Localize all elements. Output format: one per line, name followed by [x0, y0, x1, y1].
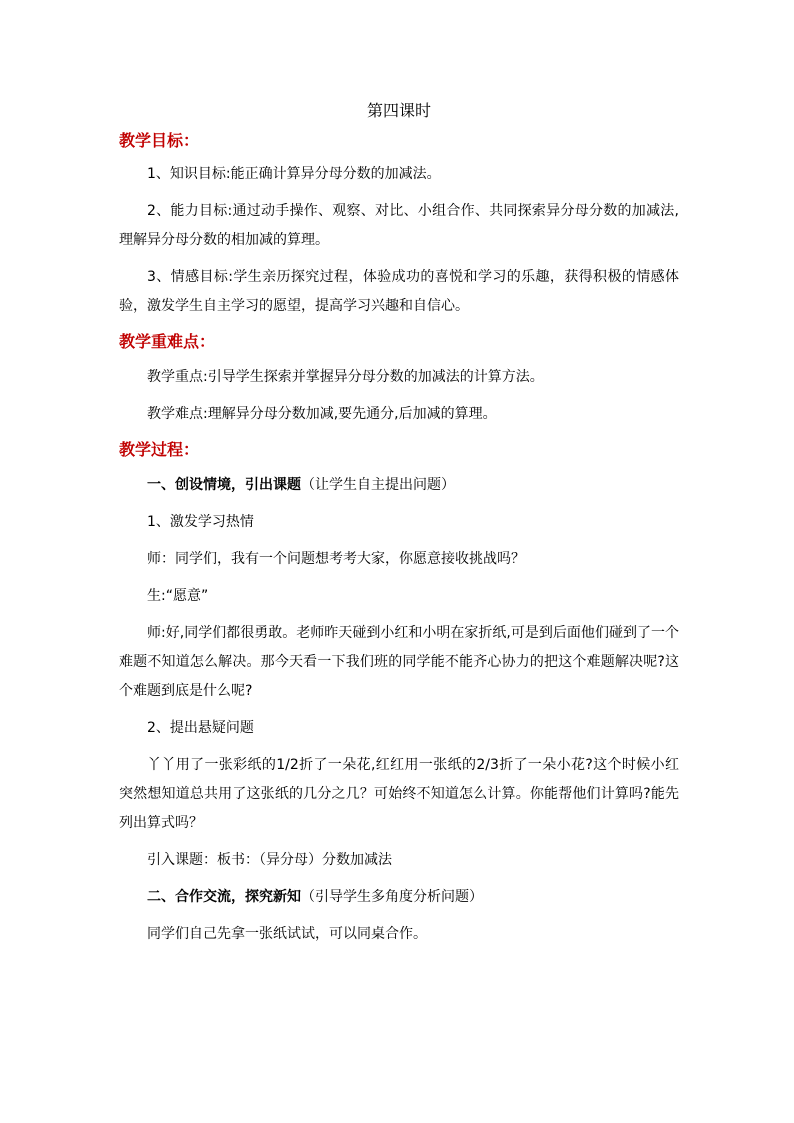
- process-item-3: 生:“愿意”: [147, 588, 209, 604]
- objectives-heading: 教学目标：: [119, 131, 200, 150]
- difficult-point: 教学难点:理解异分母分数加减,要先通分,后加减的算理。: [147, 406, 497, 422]
- process-item-4: 师:好,同学们都很勇敢。老师昨天碰到小红和小明在家折纸,可是到后面他们碰到了一个难题不知道怎么解决。那今天看一下我们班的同学能不能齐心协力的把这个难题解决呢?这个难题到底是什么呢?: [119, 625, 679, 699]
- document-page: [119, 98, 679, 957]
- process-item-6: 丫丫用了一张彩纸的1/2折了一朵花,红红用一张纸的2/3折了一朵小花?这个时候小红突然想知道总共用了这张纸的几分之几？可始终不知道怎么计算。你能帮他们计算吗?能先列出算式吗？: [119, 757, 679, 831]
- objective-emotion: 3、情感目标:学生亲历探究过程，体验成功的喜悦和学习的乐趣，获得积极的情感体验，激发学生自主学习的愿望，提高学习兴趣和自信心。: [119, 269, 679, 314]
- process-item-8: 同学们自己先拿一张纸试试，可以同桌合作。: [147, 926, 427, 942]
- process-item-7: 引入课题：板书：（异分母）分数加减法: [147, 852, 392, 868]
- process-part2-note: （引导学生多角度分析问题）: [301, 889, 483, 905]
- objective-ability: 2、能力目标:通过动手操作、观察、对比、小组合作、共同探索异分母分数的加减法,理解异分母分数的相加减的算理。: [119, 203, 679, 248]
- key-point: 教学重点:引导学生探索并掌握异分母分数的加减法的计算方法。: [147, 369, 544, 385]
- process-item-1: 1、激发学习热情: [147, 514, 254, 530]
- page-title: 第四课时: [366, 101, 431, 120]
- objective-knowledge: 1、知识目标:能正确计算异分母分数的加减法。: [147, 166, 441, 182]
- process-part2-heading: [119, 883, 679, 912]
- process-part2-title: 二、合作交流，探究新知: [147, 889, 301, 905]
- key-points-heading: 教学重难点：: [119, 332, 216, 351]
- process-item-2: 师：同学们，我有一个问题想考考大家，你愿意接收挑战吗？: [147, 551, 525, 567]
- process-part1-note: （让学生自主提出问题）: [301, 477, 455, 493]
- process-heading: 教学过程：: [119, 440, 200, 459]
- process-item-5: 2、提出悬疑问题: [147, 720, 254, 736]
- process-part1-title: 一、创设情境，引出课题: [147, 477, 301, 493]
- process-part1-heading: [119, 471, 679, 500]
